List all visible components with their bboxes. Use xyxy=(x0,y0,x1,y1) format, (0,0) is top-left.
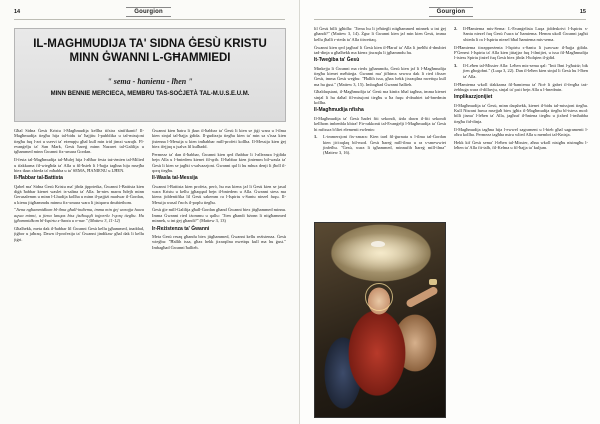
paragraph: Permezz ta' dan il-ħabbar, Ġwanni kien qed iħabbar li l-alleanza l-ġdida bejn Alla u l-bniedem kienet fil-qrib. Il-ħabbar kien jintemm bil-wasla ta' Ġesù li kien se jagħti s-salvazzjoni. Ġwanni qal li hu mhux denji li jħoll il-qorq tiegħu. xyxy=(152,151,286,173)
paragraph: Ġwanni l-Battista kien profeta, però, hu ma kienx jaf li Ġesù kien se jasal wara Kristu u kellu jgħaqqad bejn il-bniedem u Alla. Ġwanni stess ma kienx jiddentifika lil Ġesù sakemm ra l-Ispirtu s-Santu niezel fuqu. Il-Messija wasal f'nofs il-poplu tiegħu. xyxy=(152,183,286,205)
halo-shape xyxy=(365,283,393,311)
section-heading: Il-Magħmudija nfisha xyxy=(314,107,364,114)
paragraph: Għalhekk, meta dak il-ħabbar lil Ġwanni Ġesù kellu jgħammed, inaddad, jiġbor u jaħraq. Dawn il-profezija ta' Ġwanni jindikaw għal dak li kellu jiġri. xyxy=(14,226,144,242)
running-head xyxy=(14,6,285,18)
numbered-item xyxy=(454,63,588,79)
dove-shape xyxy=(371,241,385,247)
cup-shape xyxy=(429,279,437,285)
text-column-1 xyxy=(314,26,446,214)
paragraph: Minkejja li Ġwanni ma riedx jgħammdu, Ġesù kien jaf li l-Magħmudija tiegħu kienet meħtieġa. Ġwanni ma' jifhimx sewwa dak li ried ifisser Ġesù, imma Ġesù weġbu: "Ħallih issa, għax hekk jixraqilna nwettqu kull ma hu ġust." (Mattew 3, 15). Imbagħad Ġwanni ħallieh. xyxy=(314,65,446,87)
item-number: 3. xyxy=(454,63,458,69)
paragraph: Il-festa tal-Magħmudija tal-Mulej hija l-aħħar festa taż-żmien tal-Milied u tfakkarna fil-wiegħda ta' Alla u fil-ħsieb li l-ħajja tagħna hija msejħa biex tkun xhieda ta' mħabba u ta' SEMA, ĦANIENU u LĦEN. xyxy=(14,157,144,173)
paragraph: Ġwanni kien qed jagħraf li Ġesù kien il-Ħaruf ta' Alla li jneħħi d-dnubiet tad-dinja u għalhekk ma kienx jixraqlu li jgħammdu hu. xyxy=(314,44,446,55)
section-heading: It-Tweġiba ta' Ġesù xyxy=(314,57,360,64)
paragraph: Qabel ma' Sidna Ġesù Kristu ma' jibda jipprietka, Ġwanni l-Battista kien diġà ħabbar kienet waslet is-saltna ta' Alla. In-nies marru ħdejh minn Ġerusalemm u minn l-Lhudija kollha u minn il-pajjiżi madwar il-Ġordan, u kienu jitgħammdu minnu fix-xmara wara li jistqarru dnubiethom. xyxy=(14,183,144,205)
text-column-1 xyxy=(14,128,144,418)
article-subtitle: " sema - ħanienu - lħen " xyxy=(107,77,193,86)
paragraph: Il-Magħmudija tagħna hija l-ewwel sagrament u l-bieb għal sagramenti l-oħra kollha. Permezz tagħha nsiru wlied Alla u membri tal-Knisja. xyxy=(454,126,588,137)
page-number: 15 xyxy=(579,9,586,15)
paragraph: Il-Ħamiema wkoll tfakkarna fil-ħamiema ta' Noè li ġabet il-fergħa taż-żebbuġa wara d-dilluvju, sinjal ta' paċi bejn Alla u l-bnedmin. xyxy=(454,81,588,92)
running-head xyxy=(314,6,586,18)
baptism-painting-illustration xyxy=(314,222,446,418)
section-heading: Il-Ħabbar tal-Battista xyxy=(14,175,63,182)
header-rule xyxy=(14,19,285,20)
magazine-logo: Gourgion xyxy=(429,7,474,17)
paragraph: Għaldaqstant, il-Magħmudija ta' Ġesù ma kinitx bħal tagħna, imma kienet sinjal li hu daħal fil-missjoni tiegħu u ħa fuqu d-dnubiet tal-bnedmin kollha. xyxy=(314,89,446,106)
section-heading: Il-Wasla tal-Messija xyxy=(152,175,198,182)
text-column-2 xyxy=(454,26,588,418)
article-byline: MINN BENNIE MERCIECA, MEMBRU TAS-SOĊJETÀ TAL-M.U.S.E.U.M. xyxy=(50,91,250,97)
numbered-item xyxy=(314,134,446,155)
item-text: Il-Leħen tal-Missier Alla: Leħen mis-sema qal: "Inti Ibni l-għażiż; bik jien għoġobni." (Luqa 3, 22). Dan il-leħen kien sinjal li Ġesù hu l-Iben ta' Alla. xyxy=(463,63,588,79)
numbered-item xyxy=(454,26,588,42)
item-text: L-immersjoni fix-xmara: Kien tard fil-ġurnata u l-ilma tal-Ġordan kien jiċċaqlaq bil-mod. Ġesù ħareġ mill-ilma u ra s-smewwiet jinfetħu. "Ġesù, wara li tgħammed, minnufih ħareġ mill-ilma" (Mattew 3, 16). xyxy=(323,134,446,156)
paragraph: Il-Magħmudija ta' Ġesù, minn daqshekk, kienet il-bidu tal-missjoni tiegħu. Kull Nisrani huwa msejjaħ biex jgħix il-Magħmudija tiegħu bl-istess mod: billi jisma' l-leħen ta' Alla, jagħraf il-ħniena tiegħu u jixhed l-imħabba tiegħu fid-dinja. xyxy=(454,102,588,124)
painting-sky xyxy=(331,233,431,273)
paragraph: Il-Ħamiema tirrappreżenta l-Ispirtu s-Santu li jsawwar il-ħajja ġdida. F'Ġenesi l-Ispirtu ta' Alla kien jittajjar fuq l-ilmijiet, u issa fil-Magħmudija l-istess Spirtu jinżel fuq Ġesù biex jibda l-ħolqien il-ġdid. xyxy=(454,44,588,61)
paragraph: lil Ġesù billi jgħidlu: "Jiena hu li jeħtieġli nitgħammed minnek u int ġej għandi?" (Mattew 3, 14). Żgur li Ġwanni kien jaf min kien Ġesù, imma kellu jħalli r-rieda ta' Alla titwettaq. xyxy=(314,26,446,42)
arm-shape xyxy=(405,285,439,308)
paragraph: Ġwanni kien ħatru li jkun il-ħabbar ta' Ġesù li kien se jiġi wara u l-ilma kien sinjal tal-ħajja ġdida. Il-gudizzju tiegħu kien ta' min sa s'issa kien jistenna l-Messija u kien imħabbar mill-profeti kollha. Il-Messija kien ġej biex ifejjaq u jsalva lil kulħadd. xyxy=(152,128,286,150)
item-number: 2. xyxy=(454,26,458,31)
magazine-logo: Gourgion xyxy=(126,7,171,17)
right-page xyxy=(300,0,600,424)
header-rule xyxy=(314,19,586,20)
quote-paragraph: "Jiena ngħammidkom bl-ilma għall-indiema, imma min ġej warajja huwa aqwa minni, u jiena lanqas biss jistħoqqli inġorrlu l-qorq tiegħu. Hu jgħammidkom bl-Ispirtu s-Santu u n-nar." (Mattew 3, 11-12) xyxy=(14,207,144,224)
item-text: Il-Ħamiema mis-Sema: L-Evanġelista Luqa jiddeskrivi l-Ispirtu s-Santu niezel fuq Ġesù f'sura ta' ħamiema. Hemm ukoll Ġwanni jagħti xhieda li ra l-Ispirtu niezel bħal ħamiema mis-sema. xyxy=(463,26,588,42)
paragraph: Ġesù ġie mill-Galilija għall-Ġordan għand Ġwanni biex jitgħammed minnu. Imma Ġwanni ried iżommu u qallu: "Jien għandi bżonn li nitgħammed minnek, u int ġej għandi?" (Mattew 3, 13) xyxy=(152,207,286,224)
article-title-banner xyxy=(14,28,286,122)
text-column-2 xyxy=(152,128,286,418)
title-line-1: IL-MAGHMUDIJA TA' SIDNA ĠESÙ KRISTU xyxy=(33,38,267,50)
paragraph: Hekk kif Ġesù sema' l-leħen tal-Missier, aħna wkoll nistgħu nisimgħu l-leħen ta' Alla fit-talb, fil-Kelma u fil-ħajja ta' kuljum. xyxy=(454,139,588,151)
title-line-2: MINN ĠWANNI L-GĦAMMIEDI xyxy=(69,52,231,64)
paragraph: Għal Sidna Ġesù Kristu l-Magħmudija kellha tifsira sinifikanti! Il-Magħmudija tiegħu hija tal-bidu ta' ħajjitu l-pubblika u tal-missjoni tiegħu fuq l-art u sservi ta' eżempju għal kull min irid jimxi warajh. Fl-evanġelju ta' San Mark, Ġesù ħareġ minn Nazaret tal-Galilija u tgħammed minn Ġwanni fix-xmara Ġordan. xyxy=(14,128,144,155)
section-heading: Ir-Reżistenza ta' Ġwanni xyxy=(152,225,210,232)
article-title xyxy=(15,37,285,65)
paragraph: Il-Magħmudija ta' Ġesù ħadet fiti sekondi, iżda dawn il-fiti sekondi kellhom imbenbla kbira! Fir-rakkonti tal-Evanġelji l-Magħmudija ta' Ġesù hi mfissra b'tliet elementi ewlenin: xyxy=(314,115,446,132)
paragraph: Meta Ġesù resaq għandu biex jitgħammed, Ġwanni kellu reżistenza. Ġesù wieġbu: "Ħallih issa, għax hekk jixraqilna nwettqu kull ma hu ġust." Imbagħad Ġwanni ħallieh. xyxy=(152,233,286,250)
item-number: 1. xyxy=(314,134,318,140)
page-number: 14 xyxy=(14,9,21,15)
section-heading: Implikazzjonijiet xyxy=(454,94,493,101)
